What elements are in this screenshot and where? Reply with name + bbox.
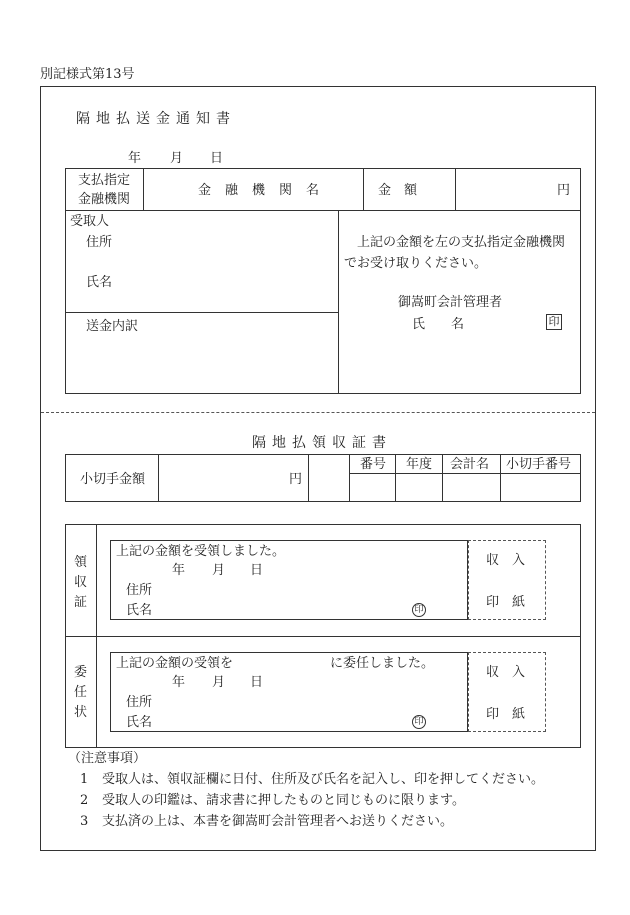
col-year: 年度	[406, 457, 433, 472]
header-bank-line2: 金融機関	[78, 192, 131, 207]
receipt-label-2: 収	[74, 575, 88, 590]
header-bank-name: 金融機関名	[198, 183, 334, 198]
note-1-num: 1	[80, 772, 89, 787]
notice-title: 隔地払送金通知書	[76, 111, 236, 127]
notice-date-year: 年	[128, 151, 142, 166]
proxy-label-2: 任	[74, 685, 88, 700]
note-1-text: 受取人は、領収証欄に日付、住所及び氏名を記入し、印を押してください。	[102, 772, 545, 787]
proxy-seal-icon: 印	[412, 715, 426, 729]
col-number: 番号	[360, 457, 387, 472]
message-line2: でお受け取りください。	[344, 256, 488, 271]
stamp1-line2: 印 紙	[486, 595, 526, 610]
form-label: 別記様式第13号	[40, 67, 135, 82]
receipt-title: 隔地払領収証書	[252, 435, 392, 451]
receipt-date-month: 月	[212, 563, 226, 578]
header-yen: 円	[557, 183, 571, 198]
stamp1-line1: 収 入	[486, 553, 526, 568]
receipt-label-3: 証	[74, 595, 88, 610]
check-amount-label: 小切手金額	[80, 472, 146, 487]
proxy-text-b: に委任しました。	[330, 656, 435, 671]
notes-heading: （注意事項）	[68, 751, 147, 766]
notice-date-month: 月	[170, 151, 184, 166]
receipt-address: 住所	[126, 583, 153, 598]
recipient-address: 住所	[86, 235, 113, 250]
receipt-name: 氏名	[126, 603, 153, 618]
stamp2-line2: 印 紙	[486, 707, 526, 722]
manager-name: 氏 名	[412, 317, 465, 332]
receipt-date-year: 年	[172, 563, 186, 578]
manager-seal-icon: 印	[546, 314, 562, 330]
col-account: 会計名	[450, 457, 490, 472]
note-3-num: 3	[80, 814, 89, 829]
proxy-label-3: 状	[74, 705, 88, 720]
header-amount: 金 額	[378, 183, 418, 198]
recipient-label: 受取人	[70, 214, 110, 229]
message-line1: 上記の金額を左の支払指定金融機関	[357, 235, 566, 250]
manager-label: 御嵩町会計管理者	[398, 295, 503, 310]
proxy-date-year: 年	[172, 675, 186, 690]
cut-line	[41, 412, 595, 413]
breakdown-label: 送金内訳	[86, 319, 139, 334]
proxy-label-1: 委	[74, 665, 88, 680]
note-3-text: 支払済の上は、本書を御嵩町会計管理者へお送りください。	[102, 814, 454, 829]
receipt-date-day: 日	[250, 563, 264, 578]
receipt-label-1: 領	[74, 555, 88, 570]
note-2-num: 2	[80, 793, 89, 808]
check-amount-yen: 円	[289, 472, 303, 487]
header-bank-line1: 支払指定	[78, 173, 131, 188]
proxy-text-a: 上記の金額の受領を	[116, 656, 234, 671]
stamp2-line1: 収 入	[486, 665, 526, 680]
receipt-text: 上記の金額を受領しました。	[116, 544, 286, 559]
col-check-number: 小切手番号	[506, 457, 572, 472]
proxy-name: 氏名	[126, 715, 153, 730]
recipient-name: 氏名	[86, 275, 113, 290]
proxy-address: 住所	[126, 695, 153, 710]
notice-date-day: 日	[210, 151, 224, 166]
proxy-date-day: 日	[250, 675, 264, 690]
receipt-seal-icon: 印	[412, 603, 426, 617]
proxy-date-month: 月	[212, 675, 226, 690]
note-2-text: 受取人の印鑑は、請求書に押したものと同じものに限ります。	[102, 793, 465, 808]
